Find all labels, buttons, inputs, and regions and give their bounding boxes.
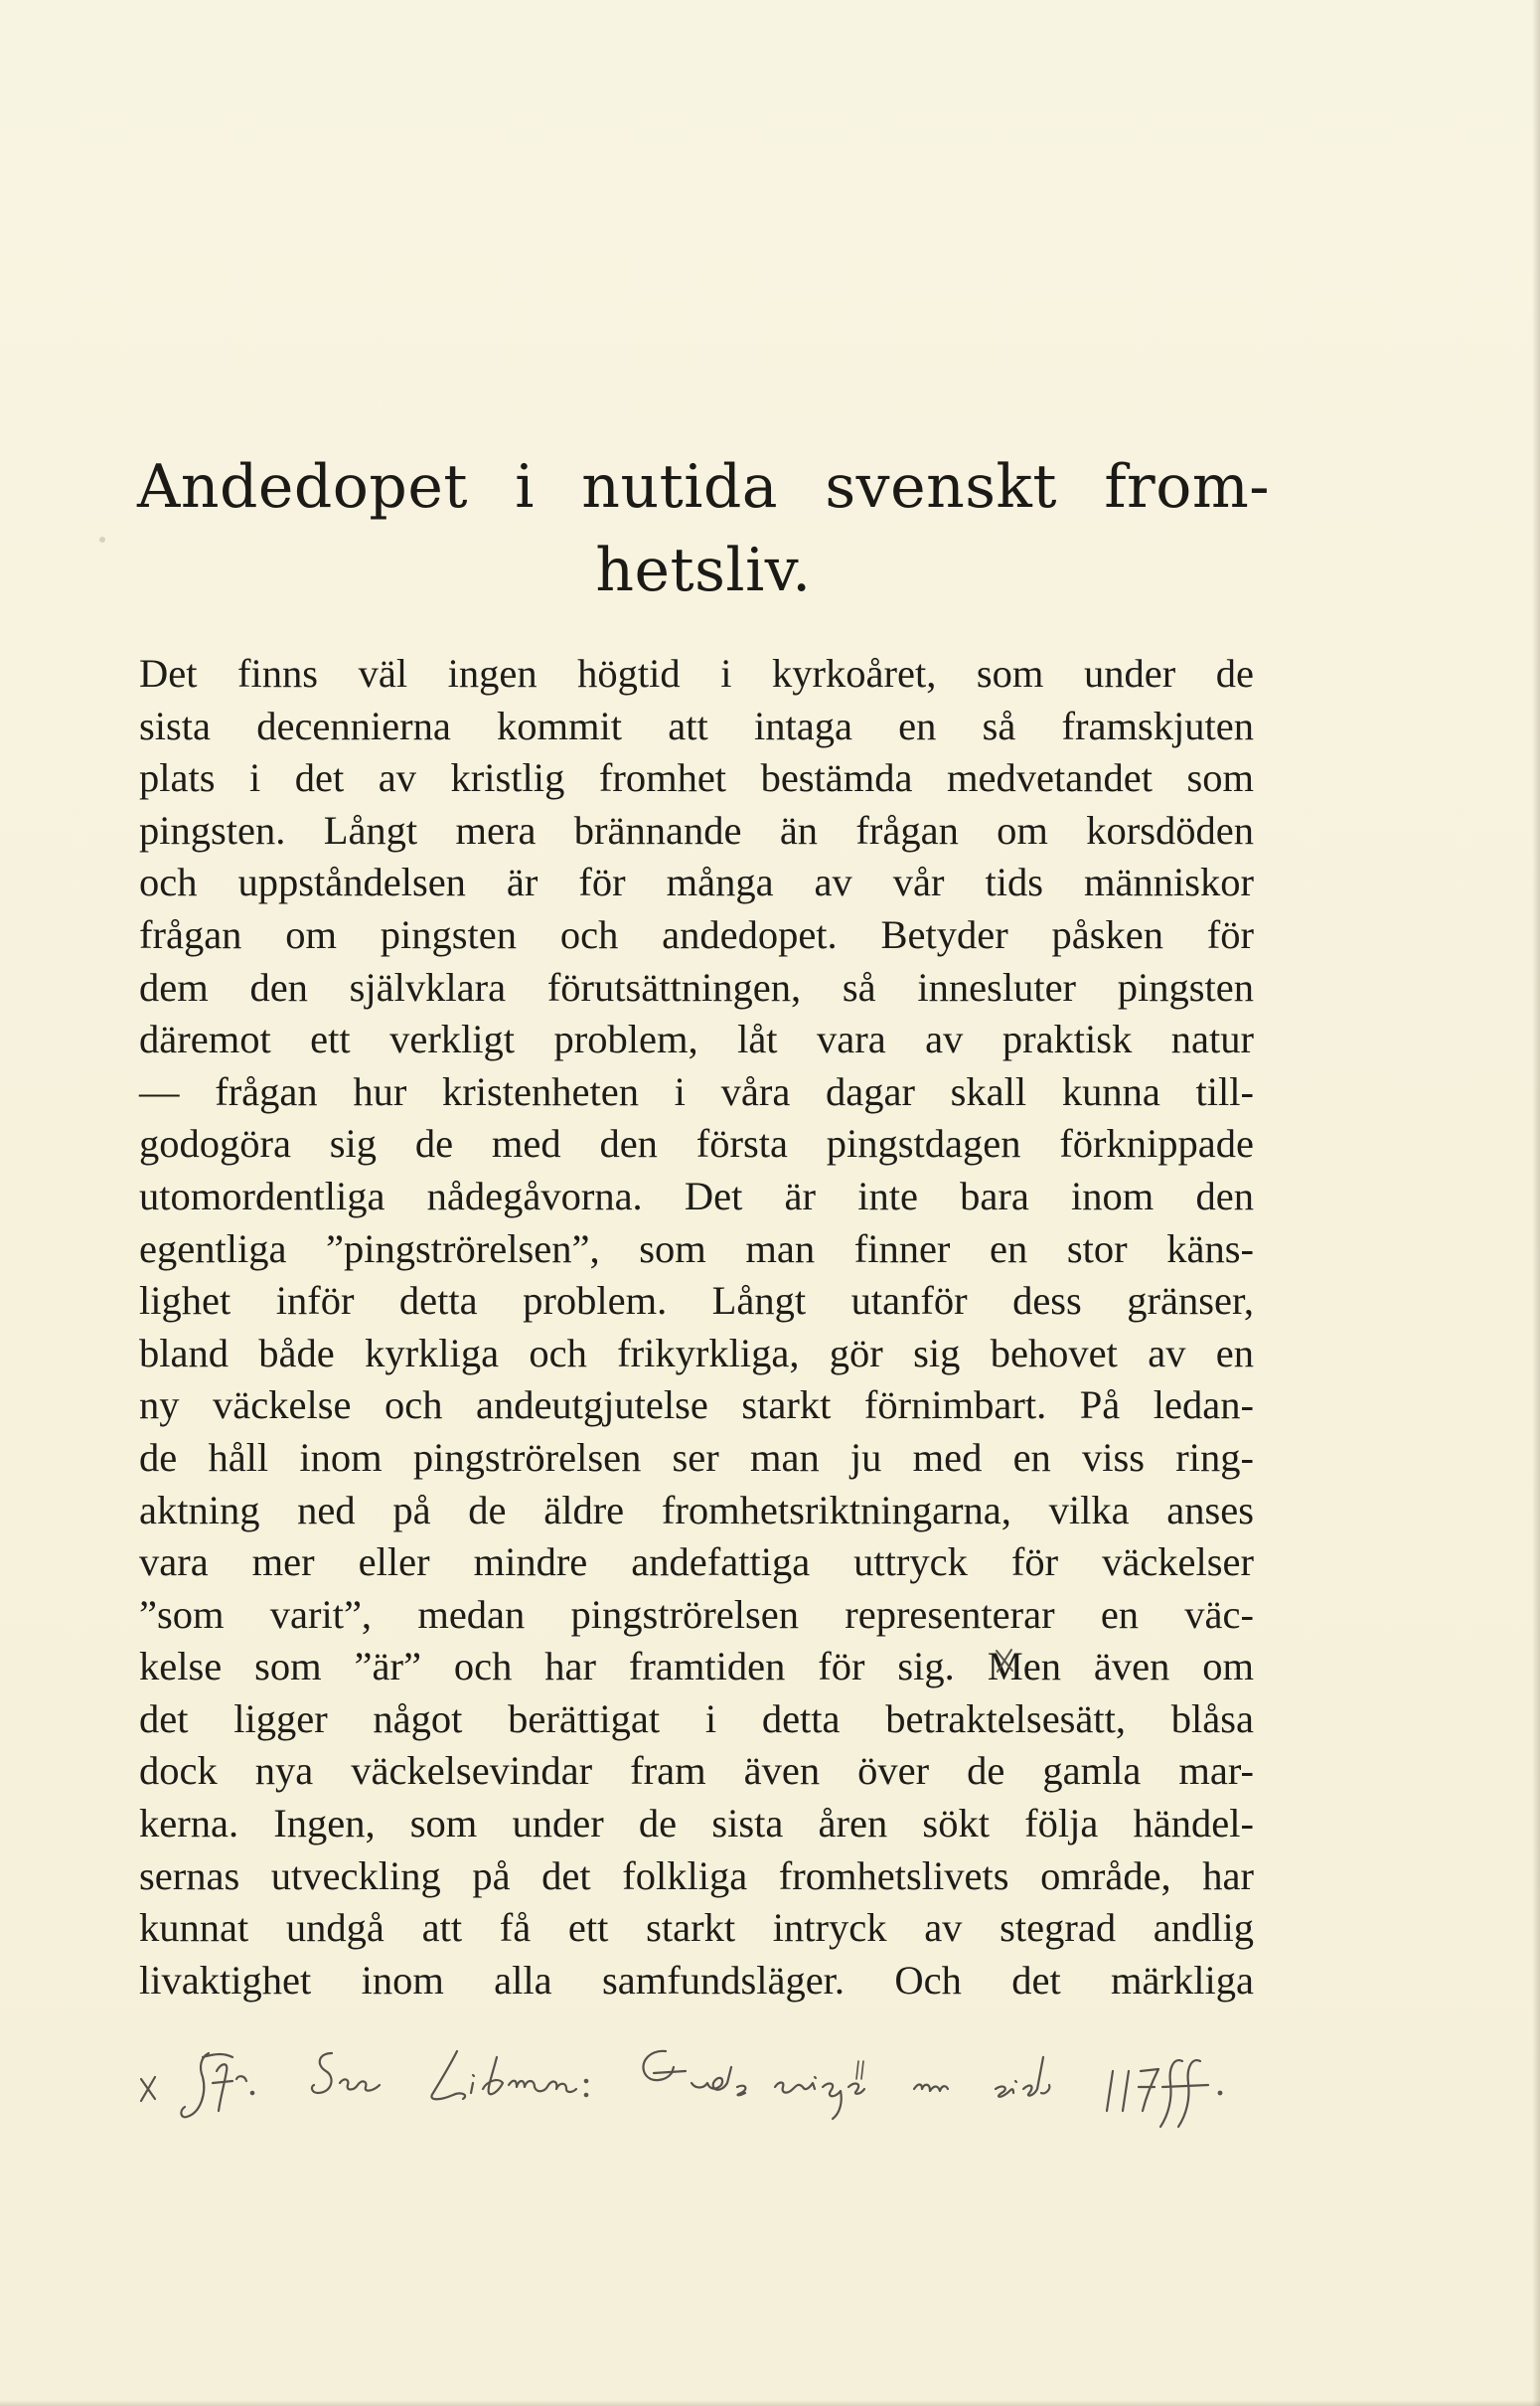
text-line: och uppståndelsen är för många av vår tids människor: [139, 860, 1254, 905]
text-line: de håll inom pingströrelsen ser man ju med en viss ring-: [139, 1434, 1254, 1480]
text-line: vara mer eller mindre andefattiga uttryck för väckelser: [139, 1539, 1254, 1585]
text-line: pingsten. Långt mera brännande än frågan om korsdöden: [139, 807, 1254, 853]
text-line: sista decennierna kommit att intaga en så framskjuten: [139, 703, 1254, 748]
text-line: egentliga ”pingströrelsen”, som man finner en stor käns-: [139, 1225, 1254, 1271]
text-line: sernas utveckling på det folkliga fromhetslivets område, har: [139, 1852, 1254, 1898]
handwritten-footnote: [129, 2027, 1282, 2137]
text-line: kelse som ”är” och har framtiden för sig. Men även om: [139, 1644, 1254, 1689]
text-line: kerna. Ingen, som under de sista åren sökt följa händel-: [139, 1801, 1254, 1846]
pencil-tick-mark: [854, 2059, 866, 2083]
text-line: bland både kyrkliga och frikyrkliga, gör sig behovet av en: [139, 1330, 1254, 1375]
text-line: ny väckelse och andeutgjutelse starkt förnimbart. På ledan-: [139, 1382, 1254, 1428]
text-line: utomordentliga nådegåvorna. Det är inte bara inom den: [139, 1173, 1254, 1218]
chapter-title: [137, 445, 1270, 612]
text-line: frågan om pingsten och andedopet. Betyder påsken för: [139, 911, 1254, 957]
text-line: däremot ett verkligt problem, låt vara av praktisk natur: [139, 1017, 1254, 1062]
text-line: godogöra sig de med den första pingstdagen förknippade: [139, 1121, 1254, 1167]
text-line: det ligger något berättigat i detta betraktelsesätt, blåsa: [139, 1695, 1254, 1741]
text-line: — frågan hur kristenheten i våra dagar skall kunna till-: [139, 1068, 1254, 1114]
text-line: dem den självklara förutsättningen, så innesluter pingsten: [139, 964, 1254, 1010]
text-line: Det finns väl ingen högtid i kyrkoåret, som under de: [139, 651, 1254, 696]
text-line: lighet inför detta problem. Långt utanför dess gränser,: [139, 1278, 1254, 1324]
chapter-title-line-2: hetsliv.: [595, 536, 812, 605]
chapter-title-line-1: Andedopet i nutida svenskt from-: [137, 452, 1270, 522]
text-line: ”som varit”, medan pingströrelsen representerar en väc-: [139, 1591, 1254, 1637]
body-paragraph: [139, 648, 1254, 2006]
page-edge-shadow-bottom: [0, 2400, 1540, 2406]
page-edge-shadow: [1532, 0, 1540, 2406]
text-line: livaktighet inom alla samfundsläger. Och det märkliga: [139, 1957, 1254, 2003]
pencil-x-mark: [994, 1648, 1015, 1674]
handwritten-footnote-image: [129, 2027, 1282, 2137]
text-line: plats i det av kristlig fromhet bestämda medvetandet som: [139, 755, 1254, 801]
text-line: kunnat undgå att få ett starkt intryck av stegrad andlig: [139, 1905, 1254, 1951]
paper-speck: [99, 537, 105, 543]
text-line: aktning ned på de äldre fromhetsriktningarna, vilka anses: [139, 1487, 1254, 1532]
text-line: dock nya väckelsevindar fram även över de gamla mar-: [139, 1748, 1254, 1794]
